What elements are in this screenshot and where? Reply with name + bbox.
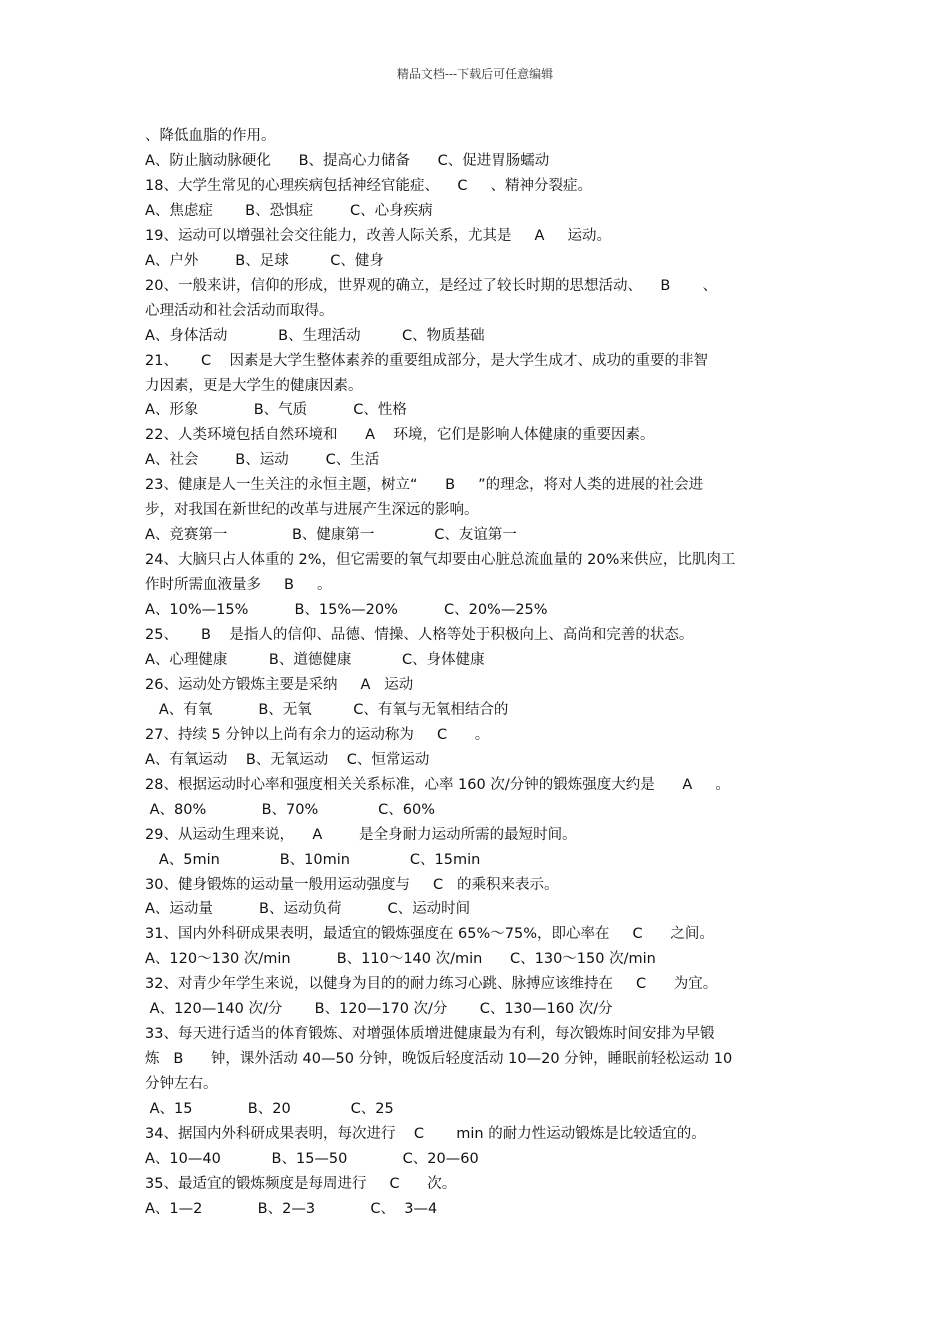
text-line: A、心理健康 B、道德健康 C、身体健康 (145, 651, 485, 668)
text-line: 29、从运动生理来说， A 是全身耐力运动所需的最短时间。 (145, 826, 577, 843)
text-line: 26、运动处方锻炼主要是采纳 A 运动 (145, 676, 414, 693)
text-line: 18、大学生常见的心理疾病包括神经官能症、 C 、精神分裂症。 (145, 177, 593, 194)
text-line: A、5min B、10min C、15min (145, 851, 481, 868)
text-line: 35、最适宜的锻炼频度是每周进行 C 次。 (145, 1175, 457, 1192)
text-line: 32、对青少年学生来说，以健身为目的的耐力练习心跳、脉搏应该维持在 C 为宜。 (145, 976, 718, 993)
text-line: A、运动量 B、运动负荷 C、运动时间 (145, 901, 471, 918)
text-line: 27、持续 5 分钟以上尚有余力的运动称为 C 。 (145, 726, 490, 743)
text-line: 20、一般来讲，信仰的形成，世界观的确立，是经过了较长时期的思想活动、 B 、 (145, 277, 718, 294)
text-line: A、120～130 次/min B、110～140 次/min C、130～150 次/min (145, 951, 656, 968)
page-header: 精品文档---下载后可任意编辑 (396, 67, 554, 81)
text-line: A、有氧运动 B、无氧运动 C、恒常运动 (145, 751, 430, 768)
text-line: 25、 B 是指人的信仰、品德、情操、人格等处于积极向上、高尚和完善的状态。 (145, 627, 694, 643)
text-line: 22、人类环境包括自然环境和 A 环境，它们是影响人体健康的重要因素。 (145, 427, 655, 444)
text-line: 分钟左右。 (145, 1076, 218, 1093)
text-line: 21、 C 因素是大学生整体素养的重要组成部分，是大学生成才、成功的重要的非智 (145, 352, 709, 369)
text-line: A、10%—15% B、15%—20% C、20%—25% (145, 602, 548, 619)
text-line: A、社会 B、运动 C、生活 (145, 452, 380, 469)
text-line: A、形象 B、气质 C、性格 (145, 402, 407, 419)
text-line: 24、大脑只占人体重的 2%，但它需要的氧气却要由心脏总流血量的 20%来供应，比肌肉工 (145, 552, 736, 569)
text-line: 33、每天进行适当的体育锻炼、对增强体质增进健康最为有利，每次锻炼时间安排为早锻 (145, 1026, 715, 1043)
text-line: 34、据国内外科研成果表明，每次进行 C min 的耐力性运动锻炼是比较适宜的。 (145, 1126, 706, 1142)
text-line: A、120—140 次/分 B、120—170 次/分 C、130—160 次/分 (145, 1001, 613, 1018)
text-line: A、身体活动 B、生理活动 C、物质基础 (145, 327, 485, 344)
text-line: 心理活动和社会活动而取得。 (145, 302, 334, 319)
text-line: 、降低血脂的作用。 (145, 128, 276, 144)
text-line: A、10—40 B、15—50 C、20—60 (145, 1150, 479, 1167)
text-line: A、户外 B、足球 C、健身 (145, 252, 384, 269)
text-line: A、有氧 B、无氧 C、有氧与无氧相结合的 (145, 701, 509, 718)
text-line: 31、国内外科研成果表明，最适宜的锻炼强度在 65%～75%，即心率在 C 之间。 (145, 926, 714, 943)
text-line: 30、健身锻炼的运动量一般用运动强度与 C 的乘积来表示。 (145, 876, 559, 893)
text-line: A、防止脑动脉硬化 B、提高心力储备 C、促进胃肠蠕动 (145, 152, 550, 169)
text-line: A、1—2 B、2—3 C、 3—4 (145, 1200, 438, 1217)
text-line: 炼 B 钟，课外活动 40—50 分钟，晚饭后轻度活动 10—20 分钟，睡眠前轻松运动 10 (145, 1051, 733, 1068)
text-line: 19、运动可以增强社会交往能力，改善人际关系，尤其是 A 运动。 (145, 227, 611, 244)
text-line: A、15 B、20 C、25 (145, 1101, 394, 1118)
text-line: 力因素，更是大学生的健康因素。 (145, 377, 363, 394)
text-line: A、竞赛第一 B、健康第一 C、友谊第一 (145, 527, 517, 544)
text-line: A、焦虑症 B、恐惧症 C、心身疾病 (145, 202, 433, 219)
text-line: 作时所需血液量多 B 。 (145, 577, 332, 594)
text-line: A、80% B、70% C、60% (145, 801, 436, 818)
text-line: 28、根据运动时心率和强度相关关系标准，心率 160 次/分钟的锻炼强度大约是 A 。 (145, 776, 730, 793)
text-line: 23、健康是人一生关注的永恒主题，树立“ B ”的理念，将对人类的进展的社会进 (145, 477, 704, 494)
text-line: 步，对我国在新世纪的改革与进展产生深远的影响。 (145, 502, 479, 519)
